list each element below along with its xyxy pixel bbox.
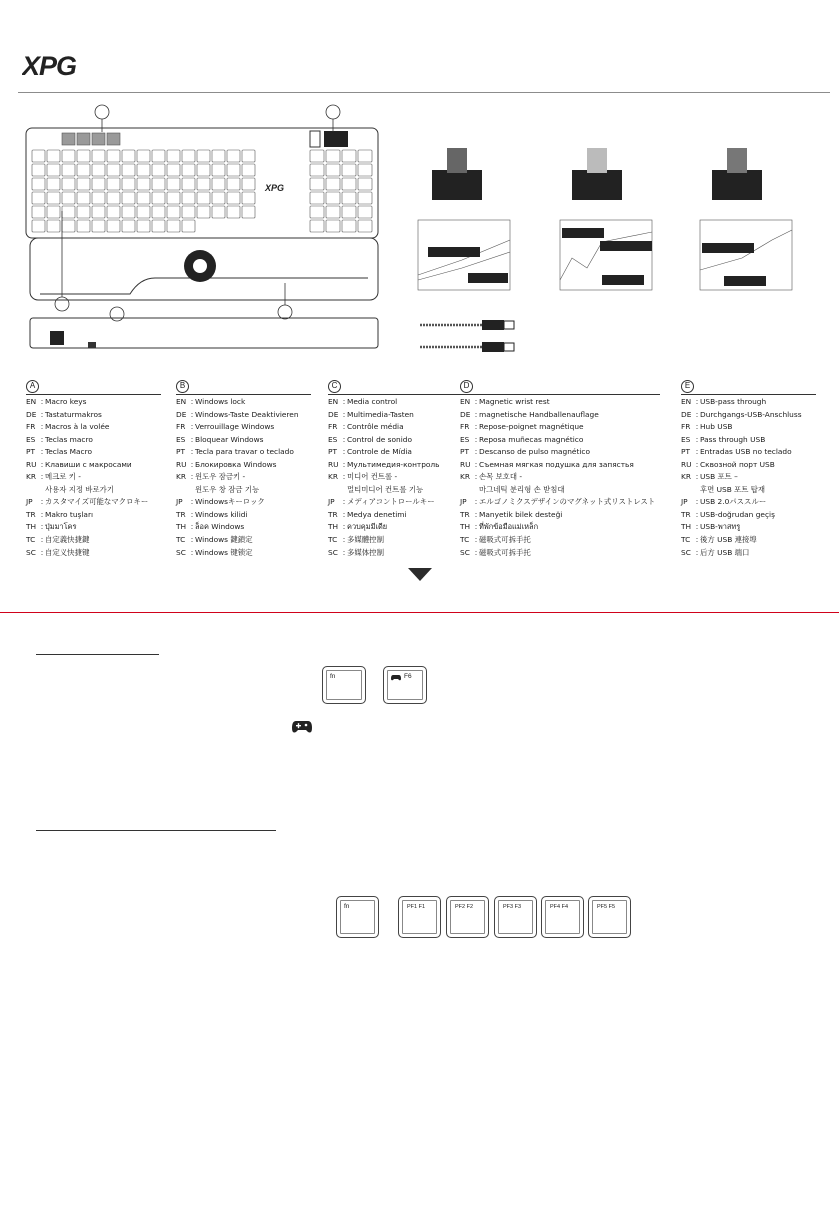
- language-code: PT: [460, 447, 469, 457]
- language-code: JP: [176, 497, 183, 507]
- language-row: [681, 471, 816, 484]
- f5-key: [588, 896, 631, 938]
- language-code: PT: [176, 447, 185, 457]
- language-row: [26, 421, 161, 434]
- fn-key-label: fn: [330, 673, 336, 680]
- separator: :: [40, 497, 44, 507]
- translation-text: 손목 보호대 -: [479, 472, 523, 482]
- separator: :: [190, 509, 194, 519]
- language-row: [176, 547, 311, 560]
- language-row: [460, 434, 660, 447]
- translation-text: ล็อค Windows: [195, 522, 245, 532]
- translation-text: Verrouillage Windows: [195, 422, 275, 432]
- language-code: TC: [26, 535, 36, 545]
- f1-key-label: PF1 F1: [407, 904, 426, 910]
- language-row: [328, 459, 463, 472]
- separator: :: [40, 397, 44, 406]
- language-code: RU: [176, 459, 187, 469]
- separator: :: [342, 509, 346, 519]
- separator: :: [190, 547, 194, 557]
- language-row: [460, 446, 660, 459]
- separator: :: [474, 434, 478, 444]
- separator: :: [190, 522, 194, 532]
- column-rule: [26, 394, 161, 395]
- language-code: SC: [460, 547, 470, 557]
- translation-text: 미디어 컨트롤 -: [347, 472, 398, 482]
- f3-key: [494, 896, 537, 938]
- language-row: [681, 534, 816, 547]
- language-row: [176, 509, 311, 522]
- translation-text: Windows-Taste Deaktivieren: [195, 409, 299, 419]
- separator: :: [342, 472, 346, 482]
- separator: :: [190, 422, 194, 432]
- translation-text: Macro keys: [45, 397, 87, 406]
- separator: :: [474, 522, 478, 532]
- language-row: [460, 409, 660, 422]
- translation-text: Клавиши с макросами: [45, 459, 132, 469]
- language-row: [460, 459, 660, 472]
- language-code: TR: [460, 509, 470, 519]
- translation-text: Pass through USB: [700, 434, 766, 444]
- separator: :: [474, 447, 478, 457]
- separator: :: [474, 497, 478, 507]
- column-header: [328, 378, 463, 394]
- language-code: TH: [328, 522, 339, 532]
- translation-text: USB-pass through: [700, 397, 767, 406]
- separator: :: [342, 409, 346, 419]
- translation-text: Windows 鍵鎖定: [195, 535, 253, 545]
- translation-text: Manyetik bilek desteği: [479, 509, 563, 519]
- switch-diagrams: [412, 140, 812, 315]
- column-letter-badge: C: [328, 380, 341, 393]
- language-row: [176, 446, 311, 459]
- separator: :: [342, 497, 346, 507]
- separator: :: [40, 422, 44, 432]
- language-row: [26, 396, 161, 409]
- language-code: KR: [681, 472, 691, 482]
- language-row: [460, 534, 660, 547]
- translation-continuation: 후면 USB 포트 탑재: [700, 484, 766, 494]
- separator: :: [190, 535, 194, 545]
- language-code: TH: [176, 522, 187, 532]
- translation-text: Makro tuşları: [45, 509, 94, 519]
- language-code: ES: [460, 434, 470, 444]
- separator: :: [695, 547, 699, 557]
- translation-text: Windows lock: [195, 397, 246, 406]
- language-row: [176, 521, 311, 534]
- language-code: KR: [176, 472, 186, 482]
- language-code: SC: [176, 547, 186, 557]
- language-row: [681, 496, 816, 509]
- separator: :: [342, 459, 346, 469]
- language-code: DE: [460, 409, 471, 419]
- separator: :: [474, 397, 478, 406]
- translation-text: Contrôle média: [347, 422, 404, 432]
- language-code: DE: [176, 409, 187, 419]
- language-code: TR: [176, 509, 186, 519]
- translation-text: 自定义快捷键: [45, 547, 90, 557]
- language-row: [460, 496, 660, 509]
- column-e: [681, 378, 816, 559]
- language-row: [460, 547, 660, 560]
- translation-continuation: 멀티미디어 컨트롤 기능: [347, 484, 424, 494]
- separator: :: [474, 409, 478, 419]
- language-code: FR: [176, 422, 186, 432]
- f4-key: [541, 896, 584, 938]
- section1-underline: [36, 654, 159, 655]
- separator: :: [40, 547, 44, 557]
- language-row: [328, 421, 463, 434]
- down-arrow-icon: [408, 568, 432, 581]
- separator: :: [40, 459, 44, 469]
- language-code: DE: [328, 409, 339, 419]
- language-row: [26, 547, 161, 560]
- translation-text: Windows 键锁定: [195, 547, 253, 557]
- language-row: [460, 471, 660, 484]
- translation-text: Tastaturmakros: [45, 409, 102, 419]
- column-letter-badge: D: [460, 380, 473, 393]
- usb-cable-illustration: [420, 316, 520, 356]
- separator: :: [695, 434, 699, 444]
- language-row: [460, 421, 660, 434]
- language-code: FR: [681, 422, 691, 432]
- f2-key: [446, 896, 489, 938]
- language-row: [176, 496, 311, 509]
- translation-text: Teclas Macro: [45, 447, 93, 457]
- translation-text: ควบคุมมีเดีย: [347, 522, 388, 532]
- f2-key-label: PF2 F2: [455, 904, 474, 910]
- translation-text: Controle de Mídia: [347, 447, 412, 457]
- language-code: TH: [681, 522, 692, 532]
- separator: :: [342, 434, 346, 444]
- separator: :: [40, 409, 44, 419]
- column-a: [26, 378, 161, 559]
- language-code: RU: [460, 459, 471, 469]
- svg-text:XPG: XPG: [22, 52, 77, 80]
- language-code: EN: [176, 397, 187, 406]
- language-code: ES: [328, 434, 338, 444]
- translation-text: USB-doğrudan geçiş: [700, 509, 775, 519]
- language-row: [328, 521, 463, 534]
- translation-text: ที่พักข้อมือแม่เหล็ก: [479, 522, 539, 532]
- language-row: [681, 547, 816, 560]
- separator: :: [40, 509, 44, 519]
- separator: :: [474, 459, 478, 469]
- language-row: [681, 459, 816, 472]
- language-row: [176, 409, 311, 422]
- language-row: [176, 471, 311, 484]
- fn-key-bottom-label: fn: [344, 903, 350, 910]
- svg-text:XPG: XPG: [265, 183, 285, 193]
- column-b: [176, 378, 311, 559]
- translation-text: Мультимедия-контроль: [347, 459, 440, 469]
- translation-text: 메크로 키 -: [45, 472, 81, 482]
- language-code: EN: [460, 397, 471, 406]
- language-code: ES: [26, 434, 36, 444]
- language-code: SC: [328, 547, 338, 557]
- translation-text: Medya denetimi: [347, 509, 407, 519]
- separator: :: [474, 422, 478, 432]
- f6-key: [383, 666, 427, 704]
- section2-underline: [36, 830, 276, 831]
- language-code: PT: [328, 447, 337, 457]
- translation-text: Teclas macro: [45, 434, 93, 444]
- language-code: TR: [26, 509, 36, 519]
- translation-text: Bloquear Windows: [195, 434, 264, 444]
- language-row: [328, 509, 463, 522]
- separator: :: [695, 535, 699, 545]
- language-code: PT: [26, 447, 35, 457]
- fn-key-bottom: [336, 896, 379, 938]
- translation-text: Multimedia-Tasten: [347, 409, 414, 419]
- translation-text: Magnetic wrist rest: [479, 397, 550, 406]
- language-code: JP: [681, 497, 688, 507]
- separator: :: [474, 547, 478, 557]
- language-row: [328, 446, 463, 459]
- translation-text: Windowsキーロック: [195, 497, 265, 507]
- language-row: [681, 421, 816, 434]
- language-code: TC: [681, 535, 691, 545]
- language-code: EN: [328, 397, 339, 406]
- language-code: JP: [460, 497, 467, 507]
- column-header: [681, 378, 816, 394]
- f3-key-label: PF3 F3: [503, 904, 522, 910]
- separator: :: [695, 522, 699, 532]
- f4-key-label: PF4 F4: [550, 904, 569, 910]
- language-row: [26, 534, 161, 547]
- separator: :: [695, 459, 699, 469]
- translation-continuation: 마그네틱 분리형 손 받침대: [479, 484, 565, 494]
- separator: :: [695, 509, 699, 519]
- translation-text: Блокировка Windows: [195, 459, 277, 469]
- translation-text: エルゴノミクスデザインのマグネット式リストレスト: [479, 497, 656, 507]
- keyboard-illustration: [20, 98, 380, 358]
- language-row: [176, 434, 311, 447]
- language-code: ES: [681, 434, 691, 444]
- f1-key: [398, 896, 441, 938]
- separator: :: [474, 535, 478, 545]
- language-code: EN: [26, 397, 37, 406]
- separator: :: [190, 447, 194, 457]
- translation-continuation: 사용자 지정 바로가기: [45, 484, 114, 494]
- translation-text: magnetische Handballenauflage: [479, 409, 599, 419]
- translation-text: Descanso de pulso magnético: [479, 447, 591, 457]
- translation-text: Windows kilidi: [195, 509, 248, 519]
- language-code: RU: [328, 459, 339, 469]
- language-row: [460, 509, 660, 522]
- separator: :: [40, 472, 44, 482]
- language-row: [681, 434, 816, 447]
- translation-text: カスタマイズ可能なマクロキー: [45, 497, 149, 507]
- column-letter-badge: B: [176, 380, 189, 393]
- column-rule: [176, 394, 311, 395]
- language-row: [26, 409, 161, 422]
- separator: :: [40, 535, 44, 545]
- separator: :: [190, 459, 194, 469]
- translation-text: Reposa muñecas magnético: [479, 434, 584, 444]
- language-code: DE: [26, 409, 37, 419]
- separator: :: [474, 472, 478, 482]
- separator: :: [190, 434, 194, 444]
- language-code: KR: [460, 472, 470, 482]
- language-code: TC: [328, 535, 338, 545]
- column-rule: [460, 394, 660, 395]
- column-c: [328, 378, 463, 559]
- translation-text: Съемная мягкая подушка для запястья: [479, 459, 634, 469]
- language-code: FR: [26, 422, 36, 432]
- translation-text: ปุ่มมาโคร: [45, 522, 77, 532]
- separator: :: [342, 547, 346, 557]
- separator: :: [190, 409, 194, 419]
- column-letter-badge: A: [26, 380, 39, 393]
- column-rule: [681, 394, 816, 395]
- language-code: FR: [460, 422, 470, 432]
- language-row: [26, 446, 161, 459]
- fn-key: [322, 666, 366, 704]
- translation-text: 自定義快捷鍵: [45, 535, 90, 545]
- translation-text: 后方 USB 端口: [700, 547, 750, 557]
- language-code: RU: [26, 459, 37, 469]
- language-code: RU: [681, 459, 692, 469]
- translation-text: 磁吸式可拆手托: [479, 535, 531, 545]
- language-code: TC: [460, 535, 470, 545]
- language-row: [328, 534, 463, 547]
- column-header: [460, 378, 660, 394]
- translation-continuation: 윈도우 창 잠금 기능: [195, 484, 260, 494]
- language-row: [26, 459, 161, 472]
- translation-text: Durchgangs-USB-Anschluss: [700, 409, 802, 419]
- language-code: PT: [681, 447, 690, 457]
- language-row: [460, 521, 660, 534]
- language-row: [681, 521, 816, 534]
- translation-text: 磁吸式可拆手托: [479, 547, 531, 557]
- language-row: [328, 409, 463, 422]
- language-row: [176, 459, 311, 472]
- language-row: [328, 547, 463, 560]
- language-row: [681, 396, 816, 409]
- language-row: [176, 534, 311, 547]
- language-code: SC: [26, 547, 36, 557]
- separator: :: [40, 434, 44, 444]
- separator: :: [474, 509, 478, 519]
- language-code: TC: [176, 535, 186, 545]
- translation-text: Control de sonido: [347, 434, 412, 444]
- language-code: DE: [681, 409, 692, 419]
- separator: :: [342, 447, 346, 457]
- language-row: [681, 409, 816, 422]
- language-row: [26, 471, 161, 484]
- translation-text: USB 2.0パススルー: [700, 497, 767, 507]
- language-code: ES: [176, 434, 186, 444]
- separator: :: [342, 397, 346, 406]
- language-row: [328, 434, 463, 447]
- language-code: EN: [681, 397, 692, 406]
- translation-text: メディアコントロールキー: [347, 497, 435, 507]
- separator: :: [342, 535, 346, 545]
- language-row: [328, 396, 463, 409]
- translation-text: Tecla para travar o teclado: [195, 447, 294, 457]
- xpg-logo: [22, 52, 122, 80]
- language-code: KR: [26, 472, 36, 482]
- language-code: TR: [681, 509, 691, 519]
- language-row: [460, 396, 660, 409]
- separator: :: [695, 422, 699, 432]
- translation-text: Entradas USB no teclado: [700, 447, 792, 457]
- separator: :: [40, 522, 44, 532]
- language-row: [328, 496, 463, 509]
- language-row: [26, 521, 161, 534]
- column-rule: [328, 394, 463, 395]
- section-divider: [0, 612, 839, 613]
- language-row: [328, 471, 463, 484]
- separator: :: [695, 409, 699, 419]
- separator: :: [695, 497, 699, 507]
- translation-text: Media control: [347, 397, 398, 406]
- column-header: [26, 378, 161, 394]
- separator: :: [40, 447, 44, 457]
- translation-text: 多媒体控制: [347, 547, 384, 557]
- column-header: [176, 378, 311, 394]
- header-divider: [18, 92, 830, 93]
- gamepad-icon: [292, 720, 312, 734]
- column-letter-badge: E: [681, 380, 694, 393]
- language-code: KR: [328, 472, 338, 482]
- language-code: FR: [328, 422, 338, 432]
- translation-text: 윈도우 잠금키 -: [195, 472, 246, 482]
- language-row: [176, 396, 311, 409]
- separator: :: [190, 472, 194, 482]
- translation-text: Macros à la volée: [45, 422, 110, 432]
- language-code: SC: [681, 547, 691, 557]
- gamepad-icon: [391, 674, 401, 681]
- language-row: [681, 509, 816, 522]
- translation-text: 後方 USB 連接埠: [700, 535, 757, 545]
- language-row: [681, 446, 816, 459]
- translation-text: Сквозной порт USB: [700, 459, 775, 469]
- language-row: [176, 421, 311, 434]
- translation-text: Hub USB: [700, 422, 733, 432]
- column-d: [460, 378, 660, 559]
- translation-text: 多媒體控制: [347, 535, 384, 545]
- separator: :: [695, 472, 699, 482]
- language-code: JP: [26, 497, 33, 507]
- separator: :: [695, 447, 699, 457]
- separator: :: [342, 522, 346, 532]
- translation-text: Repose-poignet magnétique: [479, 422, 584, 432]
- f6-key-label: F6: [404, 673, 412, 680]
- separator: :: [342, 422, 346, 432]
- language-code: TR: [328, 509, 338, 519]
- separator: :: [190, 397, 194, 406]
- separator: :: [695, 397, 699, 406]
- language-code: TH: [26, 522, 37, 532]
- language-row: [26, 509, 161, 522]
- f5-key-label: PF5 F5: [597, 904, 616, 910]
- translation-text: USB-พาสทรู: [700, 522, 741, 532]
- language-code: JP: [328, 497, 335, 507]
- language-row: [26, 496, 161, 509]
- language-row: [26, 434, 161, 447]
- language-code: TH: [460, 522, 471, 532]
- separator: :: [190, 497, 194, 507]
- translation-text: USB 포트 –: [700, 472, 738, 482]
